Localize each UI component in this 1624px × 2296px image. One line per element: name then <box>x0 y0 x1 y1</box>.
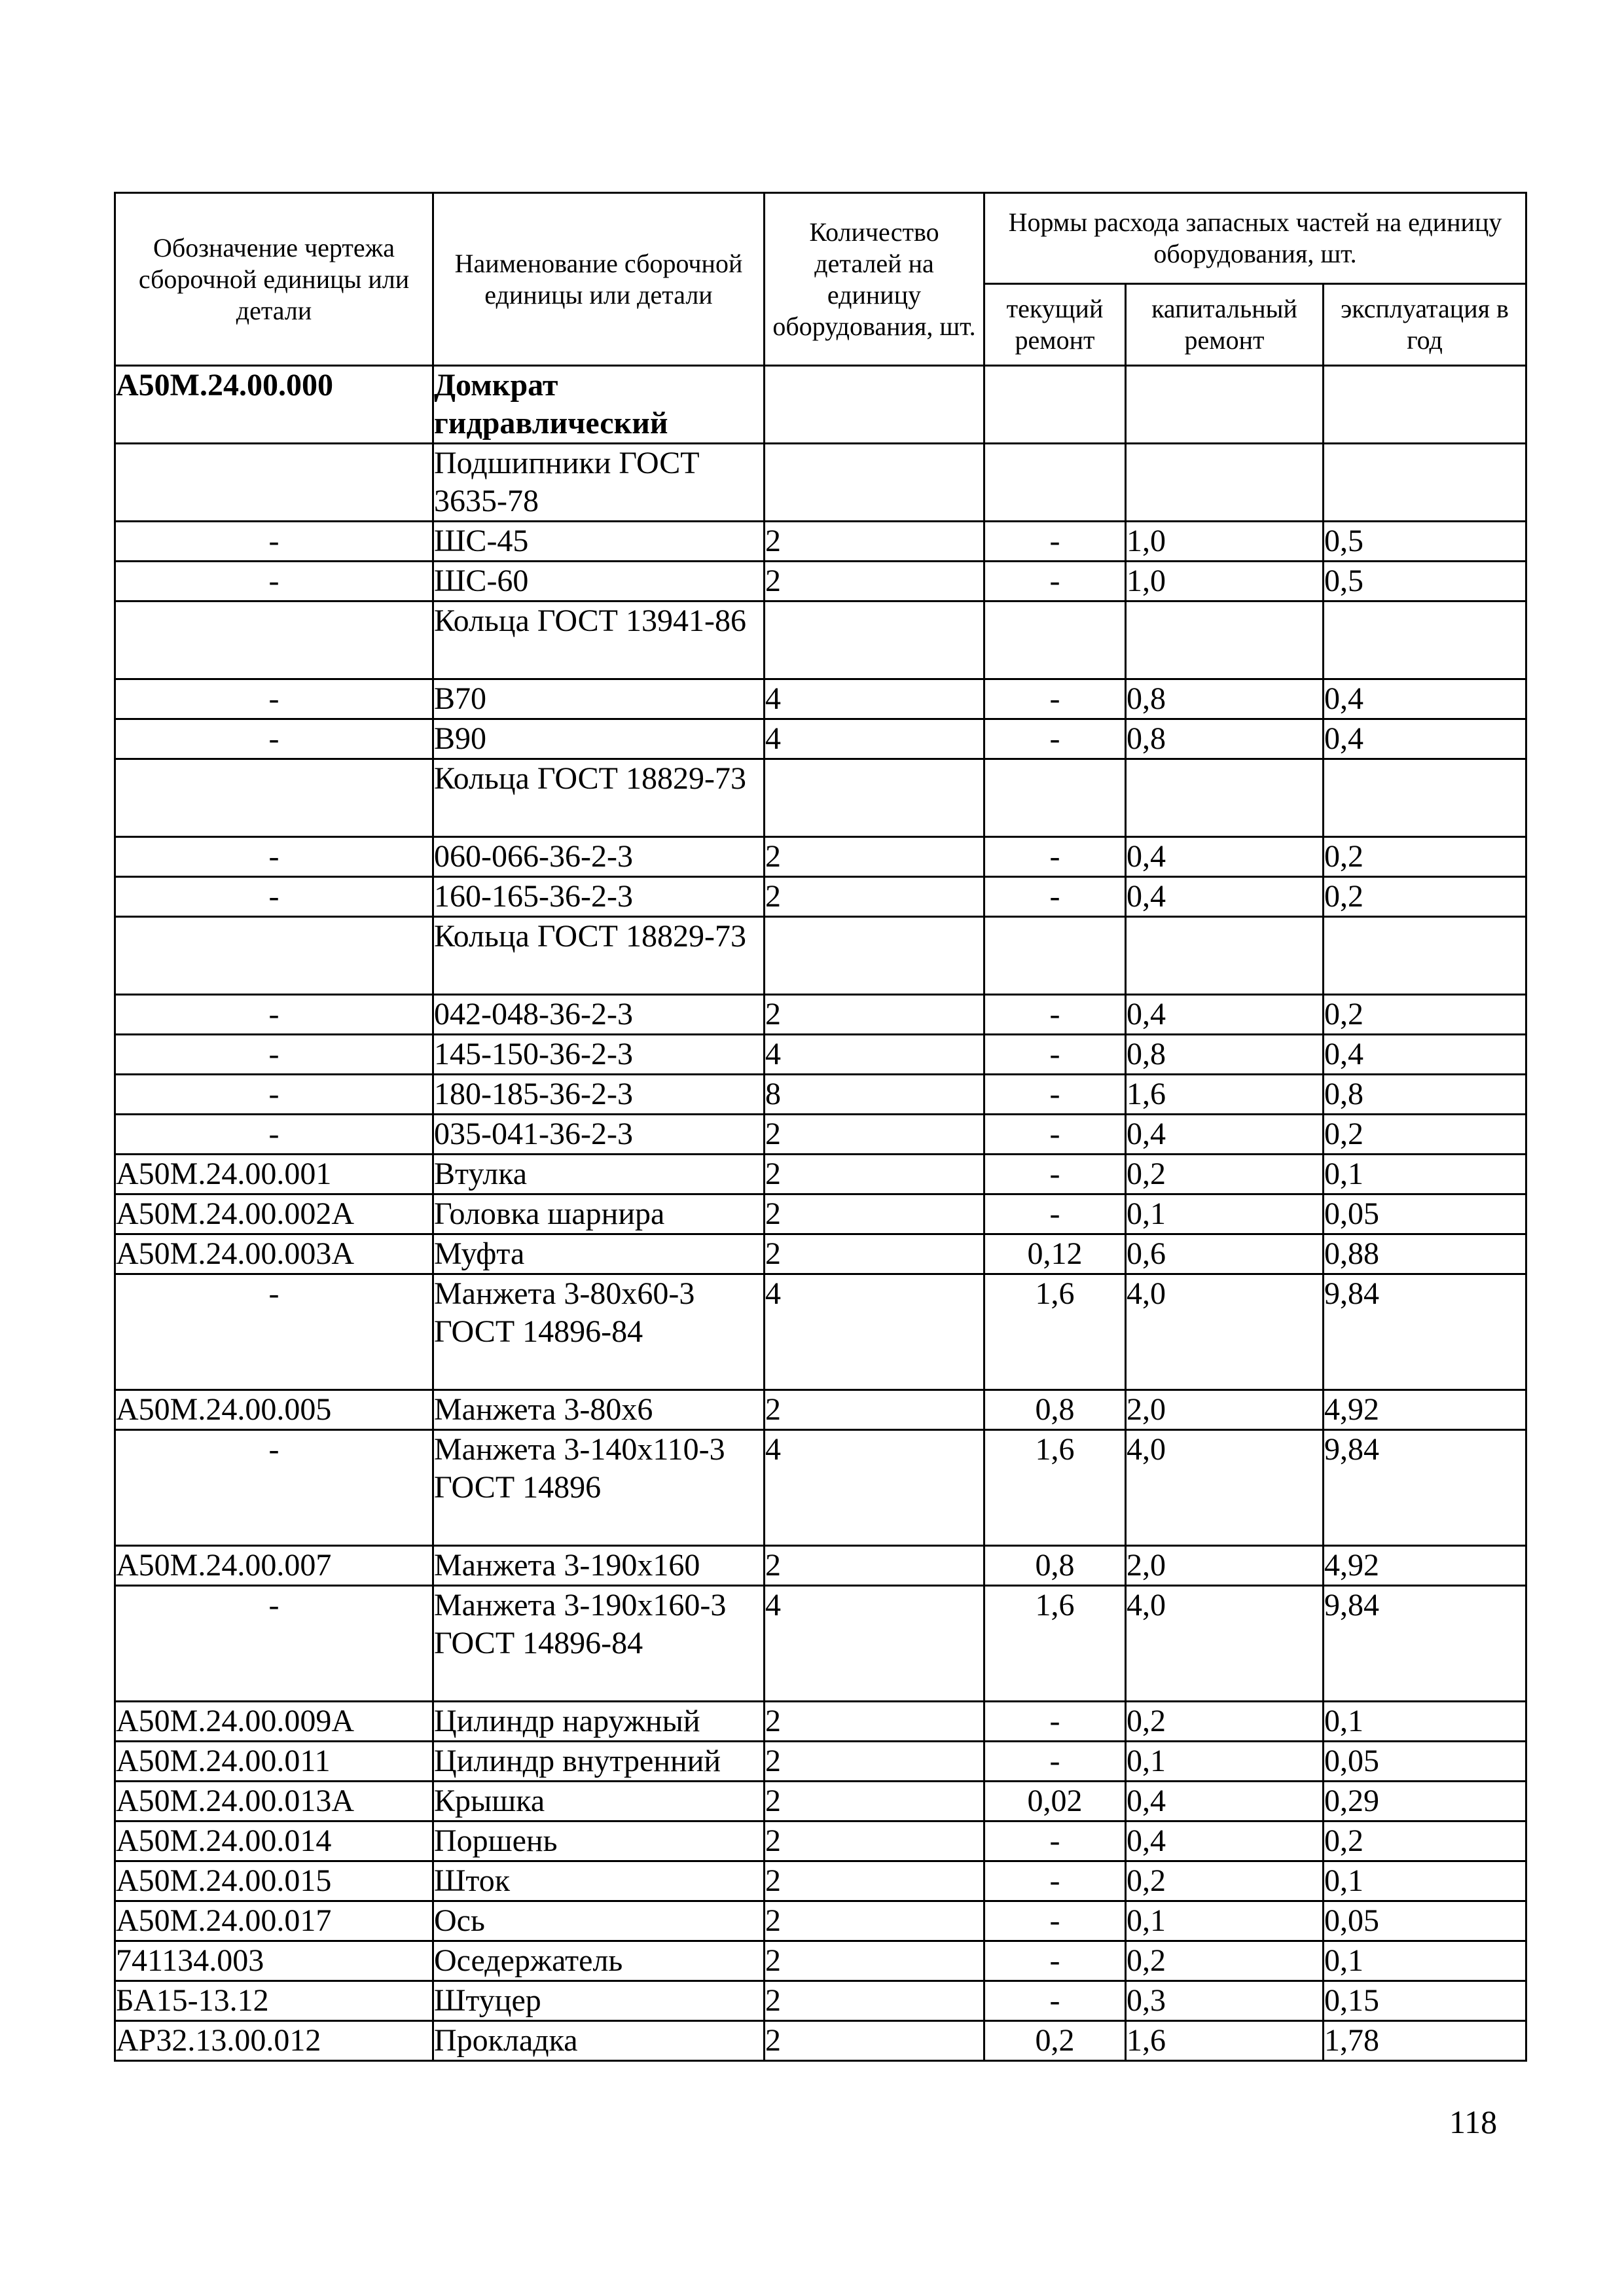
capital-repair-cell: 0,2 <box>1126 1941 1324 1981</box>
table-row <box>115 1782 1526 1821</box>
name-cell: Кольца ГОСТ 18829-73 <box>433 917 765 995</box>
operation-cell: 0,2 <box>1324 995 1526 1035</box>
operation-cell: 0,15 <box>1324 1981 1526 2021</box>
code-cell: А50М.24.00.015 <box>115 1861 433 1901</box>
name-cell: Манжета 3-140х110-3 ГОСТ 14896 <box>433 1430 765 1546</box>
quantity-cell: 2 <box>765 1702 984 1742</box>
name-cell: Домкрат гидравлический <box>433 366 765 444</box>
code-cell: - <box>115 995 433 1035</box>
quantity-cell: 2 <box>765 1390 984 1430</box>
quantity-cell: 2 <box>765 1115 984 1155</box>
operation-cell: 0,05 <box>1324 1194 1526 1234</box>
current-repair-cell: - <box>984 837 1126 877</box>
code-cell: А50М.24.00.003А <box>115 1234 433 1274</box>
capital-repair-cell: 0,6 <box>1126 1234 1324 1274</box>
spare-parts-table <box>114 192 1527 2062</box>
header-name: Наименование сборочной единицы или детали <box>433 193 765 366</box>
table-row <box>115 1586 1526 1702</box>
operation-cell: 9,84 <box>1324 1274 1526 1390</box>
code-cell: - <box>115 1586 433 1702</box>
current-repair-cell: - <box>984 1075 1126 1115</box>
table-row <box>115 1075 1526 1115</box>
operation-cell: 0,4 <box>1324 719 1526 759</box>
table-body <box>115 366 1526 2061</box>
quantity-cell: 2 <box>765 522 984 562</box>
quantity-cell <box>765 444 984 522</box>
code-cell: - <box>115 837 433 877</box>
name-cell: Крышка <box>433 1782 765 1821</box>
code-cell: А50М.24.00.011 <box>115 1742 433 1782</box>
capital-repair-cell: 1,0 <box>1126 562 1324 601</box>
capital-repair-cell <box>1126 366 1324 444</box>
quantity-cell: 4 <box>765 1274 984 1390</box>
capital-repair-cell: 0,4 <box>1126 1782 1324 1821</box>
quantity-cell: 2 <box>765 2021 984 2061</box>
code-cell: - <box>115 679 433 719</box>
code-cell: - <box>115 562 433 601</box>
capital-repair-cell: 4,0 <box>1126 1274 1324 1390</box>
name-cell: 160-165-36-2-3 <box>433 877 765 917</box>
operation-cell <box>1324 366 1526 444</box>
operation-cell <box>1324 917 1526 995</box>
quantity-cell: 4 <box>765 1430 984 1546</box>
quantity-cell: 2 <box>765 1155 984 1194</box>
table-row <box>115 759 1526 837</box>
name-cell: Втулка <box>433 1155 765 1194</box>
table-row <box>115 1155 1526 1194</box>
capital-repair-cell: 0,1 <box>1126 1901 1324 1941</box>
code-cell <box>115 759 433 837</box>
current-repair-cell: 0,8 <box>984 1546 1126 1586</box>
capital-repair-cell: 1,6 <box>1126 1075 1324 1115</box>
table-row <box>115 1981 1526 2021</box>
header-quantity: Количество деталей на единицу оборудования, шт. <box>765 193 984 366</box>
capital-repair-cell: 0,8 <box>1126 1035 1324 1075</box>
current-repair-cell: - <box>984 1035 1126 1075</box>
current-repair-cell <box>984 759 1126 837</box>
code-cell <box>115 917 433 995</box>
current-repair-cell: - <box>984 1981 1126 2021</box>
current-repair-cell: - <box>984 1901 1126 1941</box>
capital-repair-cell: 0,8 <box>1126 679 1324 719</box>
table-row <box>115 1430 1526 1546</box>
table-row <box>115 1115 1526 1155</box>
table-row <box>115 444 1526 522</box>
operation-cell: 9,84 <box>1324 1430 1526 1546</box>
table-row <box>115 601 1526 679</box>
operation-cell: 0,1 <box>1324 1155 1526 1194</box>
quantity-cell: 4 <box>765 1586 984 1702</box>
code-cell: А50М.24.00.005 <box>115 1390 433 1430</box>
code-cell: - <box>115 522 433 562</box>
code-cell: А50М.24.00.017 <box>115 1901 433 1941</box>
table-row <box>115 562 1526 601</box>
code-cell: А50М.24.00.014 <box>115 1821 433 1861</box>
name-cell: Кольца ГОСТ 13941-86 <box>433 601 765 679</box>
header-designation: Обозначение чертежа сборочной единицы или детали <box>115 193 433 366</box>
current-repair-cell <box>984 444 1126 522</box>
current-repair-cell: - <box>984 562 1126 601</box>
operation-cell: 0,4 <box>1324 679 1526 719</box>
quantity-cell: 2 <box>765 1194 984 1234</box>
current-repair-cell: - <box>984 1742 1126 1782</box>
current-repair-cell: - <box>984 719 1126 759</box>
current-repair-cell: - <box>984 1155 1126 1194</box>
name-cell: Манжета 3-80х60-3 ГОСТ 14896-84 <box>433 1274 765 1390</box>
capital-repair-cell: 0,4 <box>1126 837 1324 877</box>
capital-repair-cell: 0,4 <box>1126 995 1324 1035</box>
name-cell: 145-150-36-2-3 <box>433 1035 765 1075</box>
code-cell: - <box>115 1274 433 1390</box>
table-row <box>115 679 1526 719</box>
operation-cell: 0,2 <box>1324 1821 1526 1861</box>
code-cell: А50М.24.00.000 <box>115 366 433 444</box>
quantity-cell <box>765 366 984 444</box>
capital-repair-cell: 2,0 <box>1126 1390 1324 1430</box>
capital-repair-cell: 0,1 <box>1126 1194 1324 1234</box>
name-cell: Подшипники ГОСТ 3635-78 <box>433 444 765 522</box>
current-repair-cell: - <box>984 1821 1126 1861</box>
operation-cell: 0,8 <box>1324 1075 1526 1115</box>
capital-repair-cell: 0,1 <box>1126 1742 1324 1782</box>
table-row <box>115 2021 1526 2061</box>
name-cell: Ось <box>433 1901 765 1941</box>
quantity-cell: 2 <box>765 1782 984 1821</box>
quantity-cell: 2 <box>765 1234 984 1274</box>
name-cell: Поршень <box>433 1821 765 1861</box>
table-row <box>115 1035 1526 1075</box>
table-row <box>115 917 1526 995</box>
table-row <box>115 1742 1526 1782</box>
table-row <box>115 366 1526 444</box>
name-cell: Оседержатель <box>433 1941 765 1981</box>
code-cell: - <box>115 1430 433 1546</box>
capital-repair-cell: 0,2 <box>1126 1155 1324 1194</box>
capital-repair-cell <box>1126 759 1324 837</box>
table-row <box>115 1546 1526 1586</box>
page-number: 118 <box>1449 2104 1498 2140</box>
capital-repair-cell: 0,2 <box>1126 1861 1324 1901</box>
quantity-cell <box>765 601 984 679</box>
operation-cell: 0,2 <box>1324 877 1526 917</box>
operation-cell: 1,78 <box>1324 2021 1526 2061</box>
name-cell: 035-041-36-2-3 <box>433 1115 765 1155</box>
operation-cell: 0,2 <box>1324 837 1526 877</box>
operation-cell: 0,2 <box>1324 1115 1526 1155</box>
name-cell: В70 <box>433 679 765 719</box>
capital-repair-cell: 1,6 <box>1126 2021 1324 2061</box>
quantity-cell: 4 <box>765 719 984 759</box>
capital-repair-cell: 0,4 <box>1126 877 1324 917</box>
quantity-cell: 4 <box>765 679 984 719</box>
capital-repair-cell <box>1126 917 1324 995</box>
code-cell: - <box>115 1115 433 1155</box>
current-repair-cell <box>984 601 1126 679</box>
table-row <box>115 1941 1526 1981</box>
name-cell: Цилиндр внутренний <box>433 1742 765 1782</box>
name-cell: ШС-45 <box>433 522 765 562</box>
header-norms: Нормы расхода запасных частей на единицу оборудования, шт. <box>984 193 1526 284</box>
code-cell: А50М.24.00.001 <box>115 1155 433 1194</box>
quantity-cell <box>765 759 984 837</box>
code-cell: - <box>115 877 433 917</box>
current-repair-cell: - <box>984 877 1126 917</box>
table-row <box>115 1821 1526 1861</box>
operation-cell: 0,1 <box>1324 1941 1526 1981</box>
quantity-cell: 2 <box>765 1821 984 1861</box>
table-row <box>115 1702 1526 1742</box>
operation-cell: 4,92 <box>1324 1546 1526 1586</box>
current-repair-cell: 0,02 <box>984 1782 1126 1821</box>
header-current-repair: текущий ремонт <box>984 284 1126 366</box>
operation-cell: 0,5 <box>1324 522 1526 562</box>
table-row <box>115 522 1526 562</box>
current-repair-cell: 0,2 <box>984 2021 1126 2061</box>
name-cell: ШС-60 <box>433 562 765 601</box>
table-row <box>115 877 1526 917</box>
current-repair-cell: - <box>984 1941 1126 1981</box>
capital-repair-cell: 0,4 <box>1126 1115 1324 1155</box>
capital-repair-cell: 0,3 <box>1126 1981 1324 2021</box>
current-repair-cell <box>984 366 1126 444</box>
current-repair-cell: 1,6 <box>984 1274 1126 1390</box>
name-cell: Муфта <box>433 1234 765 1274</box>
table-header <box>115 193 1526 366</box>
current-repair-cell <box>984 917 1126 995</box>
operation-cell: 0,1 <box>1324 1861 1526 1901</box>
quantity-cell: 2 <box>765 1546 984 1586</box>
current-repair-cell: 0,12 <box>984 1234 1126 1274</box>
quantity-cell: 8 <box>765 1075 984 1115</box>
name-cell: 060-066-36-2-3 <box>433 837 765 877</box>
current-repair-cell: - <box>984 679 1126 719</box>
quantity-cell: 2 <box>765 1981 984 2021</box>
capital-repair-cell: 4,0 <box>1126 1430 1324 1546</box>
operation-cell: 0,4 <box>1324 1035 1526 1075</box>
capital-repair-cell <box>1126 601 1324 679</box>
operation-cell <box>1324 444 1526 522</box>
capital-repair-cell: 0,4 <box>1126 1821 1324 1861</box>
capital-repair-cell: 4,0 <box>1126 1586 1324 1702</box>
capital-repair-cell: 0,8 <box>1126 719 1324 759</box>
table-row <box>115 719 1526 759</box>
table-row <box>115 1901 1526 1941</box>
current-repair-cell: 1,6 <box>984 1586 1126 1702</box>
current-repair-cell: - <box>984 522 1126 562</box>
table-row <box>115 1390 1526 1430</box>
capital-repair-cell: 0,2 <box>1126 1702 1324 1742</box>
code-cell <box>115 444 433 522</box>
table-row <box>115 1861 1526 1901</box>
name-cell: Шток <box>433 1861 765 1901</box>
quantity-cell <box>765 917 984 995</box>
name-cell: В90 <box>433 719 765 759</box>
header-capital-repair: капитальный ремонт <box>1126 284 1324 366</box>
current-repair-cell: - <box>984 1702 1126 1742</box>
header-operation: эксплуатация в год <box>1324 284 1526 366</box>
quantity-cell: 2 <box>765 562 984 601</box>
current-repair-cell: - <box>984 1861 1126 1901</box>
name-cell: Цилиндр наружный <box>433 1702 765 1742</box>
name-cell: 042-048-36-2-3 <box>433 995 765 1035</box>
code-cell: А50М.24.00.002А <box>115 1194 433 1234</box>
code-cell: А50М.24.00.009А <box>115 1702 433 1742</box>
operation-cell <box>1324 601 1526 679</box>
name-cell: Штуцер <box>433 1981 765 2021</box>
name-cell: 180-185-36-2-3 <box>433 1075 765 1115</box>
name-cell: Манжета 3-190х160 <box>433 1546 765 1586</box>
operation-cell: 0,88 <box>1324 1234 1526 1274</box>
operation-cell <box>1324 759 1526 837</box>
code-cell <box>115 601 433 679</box>
capital-repair-cell <box>1126 444 1324 522</box>
code-cell: 741134.003 <box>115 1941 433 1981</box>
table-row <box>115 1194 1526 1234</box>
name-cell: Кольца ГОСТ 18829-73 <box>433 759 765 837</box>
quantity-cell: 2 <box>765 1861 984 1901</box>
code-cell: - <box>115 1035 433 1075</box>
quantity-cell: 2 <box>765 995 984 1035</box>
table-row <box>115 837 1526 877</box>
table-row <box>115 1274 1526 1390</box>
current-repair-cell: - <box>984 995 1126 1035</box>
table-row <box>115 1234 1526 1274</box>
quantity-cell: 2 <box>765 1901 984 1941</box>
operation-cell: 0,05 <box>1324 1742 1526 1782</box>
code-cell: БА15-13.12 <box>115 1981 433 2021</box>
name-cell: Головка шарнира <box>433 1194 765 1234</box>
name-cell: Манжета 3-190х160-3 ГОСТ 14896-84 <box>433 1586 765 1702</box>
operation-cell: 4,92 <box>1324 1390 1526 1430</box>
code-cell: АР32.13.00.012 <box>115 2021 433 2061</box>
capital-repair-cell: 1,0 <box>1126 522 1324 562</box>
name-cell: Манжета 3-80х6 <box>433 1390 765 1430</box>
current-repair-cell: - <box>984 1115 1126 1155</box>
code-cell: - <box>115 1075 433 1115</box>
current-repair-cell: 1,6 <box>984 1430 1126 1546</box>
operation-cell: 0,29 <box>1324 1782 1526 1821</box>
table-row <box>115 995 1526 1035</box>
code-cell: - <box>115 719 433 759</box>
quantity-cell: 2 <box>765 877 984 917</box>
code-cell: А50М.24.00.013А <box>115 1782 433 1821</box>
quantity-cell: 2 <box>765 837 984 877</box>
name-cell: Прокладка <box>433 2021 765 2061</box>
operation-cell: 0,05 <box>1324 1901 1526 1941</box>
current-repair-cell: 0,8 <box>984 1390 1126 1430</box>
quantity-cell: 2 <box>765 1742 984 1782</box>
operation-cell: 0,1 <box>1324 1702 1526 1742</box>
operation-cell: 0,5 <box>1324 562 1526 601</box>
capital-repair-cell: 2,0 <box>1126 1546 1324 1586</box>
current-repair-cell: - <box>984 1194 1126 1234</box>
quantity-cell: 4 <box>765 1035 984 1075</box>
operation-cell: 9,84 <box>1324 1586 1526 1702</box>
quantity-cell: 2 <box>765 1941 984 1981</box>
code-cell: А50М.24.00.007 <box>115 1546 433 1586</box>
